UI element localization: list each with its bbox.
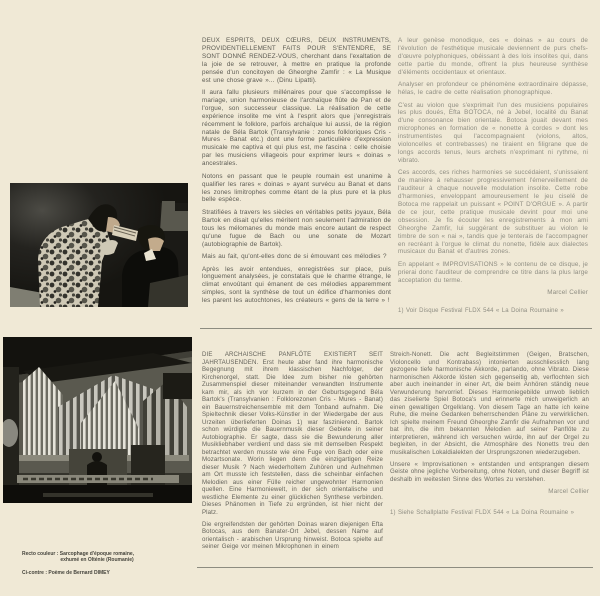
french-paragraph: A leur genèse monodique, ces « doinas » au cours de l'évolution de l'esthétique musicale deviennent de purs chefs-d'œuvre polyphoniques, obéissant à des lois insolites qui, dans cette partie du monde, offrent la plus heureuse synthèse d'éléments occidentaux et orientaux. [398,37,588,76]
floor-step [43,493,153,497]
french-paragraph: Après les avoir entendues, enregistrées sur place, puis longuement analysées, je constatais que le charme étrange, le climat envoûtant qui émanent de ces mélodies apparemment simples, sont la synthèse de tout un édifice d'harmonies dont les parent les autochtones, les créateurs « gens de la terre » ! [202,265,391,305]
caption-recto-line1: Recto couleur : Sarcophage d'époque romaine, [22,551,135,557]
german-column-right [390,351,589,518]
footnote-french: 1) Voir Disque Festival FLDX 544 « La Doina Roumaine » [398,308,564,315]
right-upper-shadow [163,373,192,399]
french-paragraph: Analyser en profondeur ce phénomène extraordinaire dépasse, hélas, le cadre de cette réalisation phonographique. [398,81,588,97]
french-paragraph: Notons en passant que le peuple roumain est unanime à qualifier les rares « doinas » ayant survécu au Banat et dans les zones limitrophes comme étant de la plus pure et la plus belle espèce. [202,172,391,204]
french-column-left [202,37,391,310]
organist-body [87,461,107,487]
german-paragraph: Unsere « Improvisationen » entstanden und entsprangen diesem Geiste ohne jegliche Vorbereitung, ohne Noten, und dieser Begriff ist deshalb im weitesten Sinne des Wortes zu verstehen. [390,460,589,483]
signature-marcel-cellier-german: Marcel Cellier [548,487,589,495]
horizontal-divider-bottom [197,567,593,568]
french-paragraph: Il aura fallu plusieurs millénaires pour que s'accomplisse le mariage, union harmonieuse de l'archaïque flûte de Pan et de l'orgue, son successeur classique. La réalisation de cette expérience insolite me vint à l'esprit alors que j'enregistrais récemment le folklore, parfois archaïque lui aussi, de la région natale de Béla Bartok (Transylvanie : zones folkloriques Cris - Mures - Banat etc.) dont une forme particulière d'expression musicale me captiva et qui plus est, me fascina : celle choisie par les musiciens villageois pour exprimer leurs « doinas » ancestrales. [202,89,391,168]
german-paragraph: Streich-Nonett. Die acht Begleitstimmen (Geigen, Bratschen, Violoncello und Kontrabass) intonierten ausschliesslich lang gezogene tiefe harmonische Akkorde, parlando, ohne Vibrato. Diese harmonischen Akkorde lösten sich gegenseitig ab, verflochten sich aber auch ineinander in einer Art, die beim Anhören ständig neue Verwunderung hervorrief. Dieses Harmoniegebilde umwob lieblich das ziselierte Spiel Botoca's und erinnerte mich unweigerlich an einen gewaltigen Orgelklang. Von diesem Tage an hatte ich keine Ruhe, die meine Gedanken beherrschenden Pläne zu verwirklichen. Ich spielte meinem Freund Gheorghe Zamfir die Aufnahmen vor und bat ihn, die ihm bekannten Melodien auf seiner Panflöte zu interpretieren, während ich versuchen würde, ihn auf der Orgel zu begleiten, in der Absicht, die Atmosphäre des Nonetts treu den musikalischen Lokaldialekten der Ursprungszonen wiederzugeben. [390,351,589,456]
french-paragraph: Ces accords, ces riches harmonies se succédaient, s'unissaient de manière à rehausser progressivement l'émerveillement de l'auditeur à chaque nouvelle modulation insolite. Cette robe d'harmonies, enveloppant amoureusement le jeu ciselé de Botoca me rappelait un puissant « POINT D'ORGUE ». A partir de ce jour, cette pratique musicale devint pour moi une obsession. Je fis écouter les enregistrements à mon ami Gheorghe Zamfir, lui suggérant de substituer au violon le timbre de son « nai », tandis que je tenterais de l'accompagner en recréant à l'orgue le climat du nonette, fidèle aux dialectes musicaux du Banat et d'autres zones. [398,169,588,256]
signature-marcel-cellier-french: Marcel Cellier [547,289,588,297]
french-paragraph-intro: DEUX ESPRITS, DEUX CŒURS, DEUX INSTRUMENTS, PROVIDENTIELLEMENT FAITS POUR S'ENTENDRE, SE SONT DONNÉ RENDEZ-VOUS, cherchant dans l'exaltation de la joie de se retrouver, à mettre en pratique la profonde pensée d'un concitoyen de Gheorghe Zamfir : « La Musique est une chose grave »... (Dinu Lipatti). [202,37,391,84]
footnote-german: 1) Siehe Schallplatte Festival FLDX 544 « La Doina Roumaine » [390,510,575,517]
organist-head [92,452,102,462]
french-paragraph: Stratifiées à travers les siècles en véritables petits joyaux, Béla Bartok en disait qu'elles méritent non seulement l'admiration de tous les mélomanes du monde mais encore autant de respect qu'une fugue de Bach ou une sonate de Mozart (autobiographie de Bartok). [202,208,391,248]
french-paragraph: C'est au violon que s'exprimait l'un des musiciens populaires les plus doués, Efta BOTOCA, né à Jebel, localité du Banat d'une consonance bien orientale. Botoca jouait devant mes microphones en formation de « nonette à cordes » dont les instrumentistes qui l'accompagnaient (violons, altos, violoncelles et contrebasses) ne tiraient en filigrane que de longs accords tenus, leurs archets n'exprimant ni rythme, ni vibrato. [398,101,588,164]
german-paragraph: Die ergreifendsten der gehörten Doinas waren diejenigen Efta Botocas, aus dem Banater-Ort Jebel, dessen Name auf orientalisch - arabischen Ursprung hinweist. Botoca spielte auf seiner Geige vor meinen Mikrophonen in einem [202,520,383,551]
french-column-right [398,37,588,316]
caption-ci-contre: Ci-contre : Poème de Bernard DIMEY [22,569,110,576]
photo-captions [22,551,172,576]
photo-duo-pan-flute-and-organ [10,183,188,307]
horizontal-divider-top [200,328,592,329]
french-paragraph: Mais au fait, qu'ont-elles donc de si émouvant ces mélodies ? [202,253,387,261]
caption-recto-line2: exhumé en Olténie (Roumanie) [60,557,134,564]
french-paragraph: En appelant « IMPROVISATIONS » le contenu de ce disque, je prierai donc l'auditeur de comprendre ce titre dans la plus large acceptation du terme. [398,260,588,284]
german-paragraph-intro: DIE ARCHAISCHE PANFLÖTE EXISTIERT SEIT JAHRTAUSENDEN. Erst heute aber fand ihre harmonische Begegnung mit ihrem klassischen Nachfolger, der Kirchenorgel, statt. Die Idee zum bisher nie gehörten Zusammenspiel dieser miteinander verwandten Instrumente kam mir, als ich vor kurzem in der Geburtsgegend Béla Bartok's (Transylvanien : Folklorezonen Cris - Mures - Banat) ein Bauernstreichensemble mit dem Tonband aufnahm. Die Spieltechnik dieser Volks-Künstler in der Wiedergabe der aus Urzeiten überlieferten Doinas 1) war faszinierend. Bartok schon würdigte die Bauernmusik dieser Gebiete in seiner Autobiographie. Er sagte, dass sie die Bewunderung aller Musikliebhaber verdient und dass sie mit demselben Respekt betrachtet werden musste wie eine Fuge von Bach oder eine Mozartsonate. Worin liegen denn die einzigartigen Reize dieser Musik ? Nach wiederholtem Zuhören und Aufnehmen am Ort musste ich feststellen, dass die scheinbar einfachen Melodien aus einer Fülle reicher ungewohnter Harmonien quellen. Eine Harmoniewelt, in der sich orientalische und westliche Elemente zu einer glücklichen Synthese verbinden. Dieses Phänomen in Tiefe zu ergründen, ist hier nicht der Platz. [202,351,383,516]
german-column-left [202,351,383,555]
photo-organ-pipes [3,337,192,503]
